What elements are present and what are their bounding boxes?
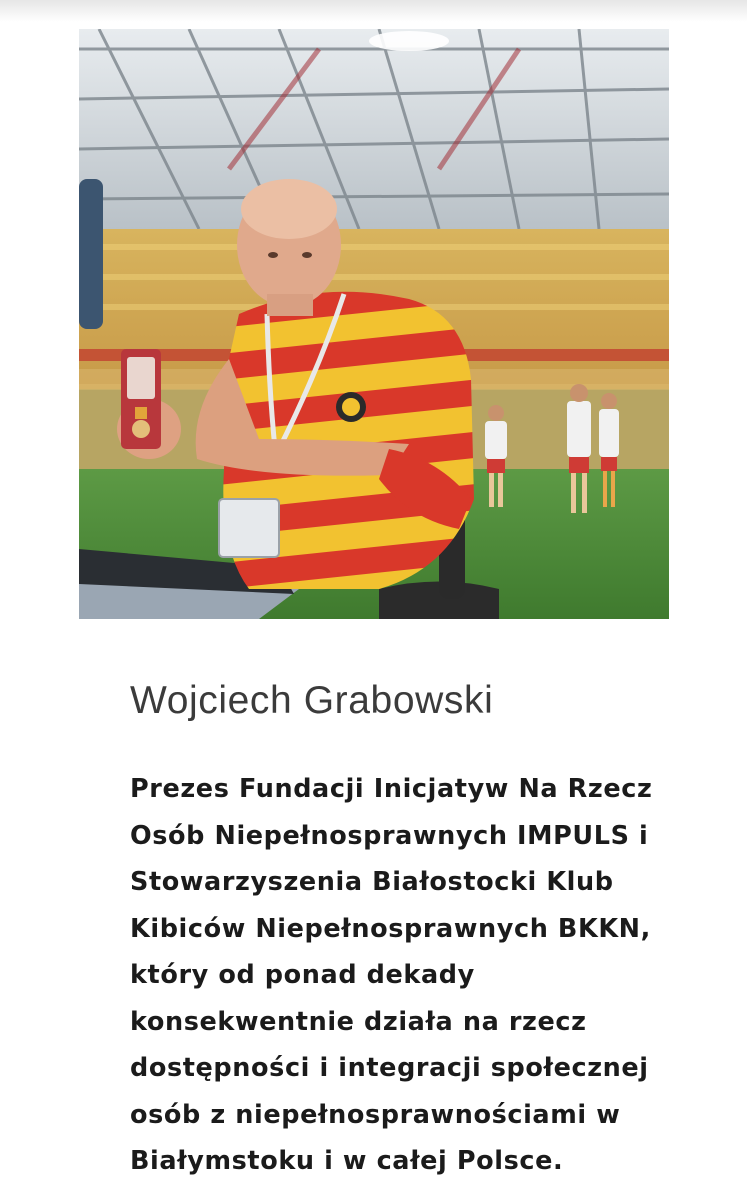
bio-line: Stowarzyszenia Białostocki Klub (130, 867, 614, 897)
bio-line: Białymstoku i w całej Polsce. (130, 1146, 564, 1176)
top-bar-shadow (0, 0, 747, 22)
bio-line: który od ponad dekady (130, 960, 475, 990)
stadium-photo-illustration (79, 29, 669, 619)
bio-line: dostępności i integracji społecznej (130, 1053, 649, 1083)
person-bio (130, 766, 710, 1185)
bio-line: osób z niepełnosprawnościami w (130, 1099, 621, 1130)
bio-line: Prezes Fundacji Inicjatyw Na Rzecz (130, 774, 653, 804)
bio-line: konsekwentnie działa na rzecz (130, 1006, 587, 1037)
bio-line: Osób Niepełnosprawnych IMPULS i (130, 820, 649, 851)
bio-line: Kibiców Niepełnosprawnych BKKN, (130, 913, 651, 944)
person-name: Wojciech Grabowski (130, 679, 494, 722)
portrait-photo (79, 29, 669, 619)
